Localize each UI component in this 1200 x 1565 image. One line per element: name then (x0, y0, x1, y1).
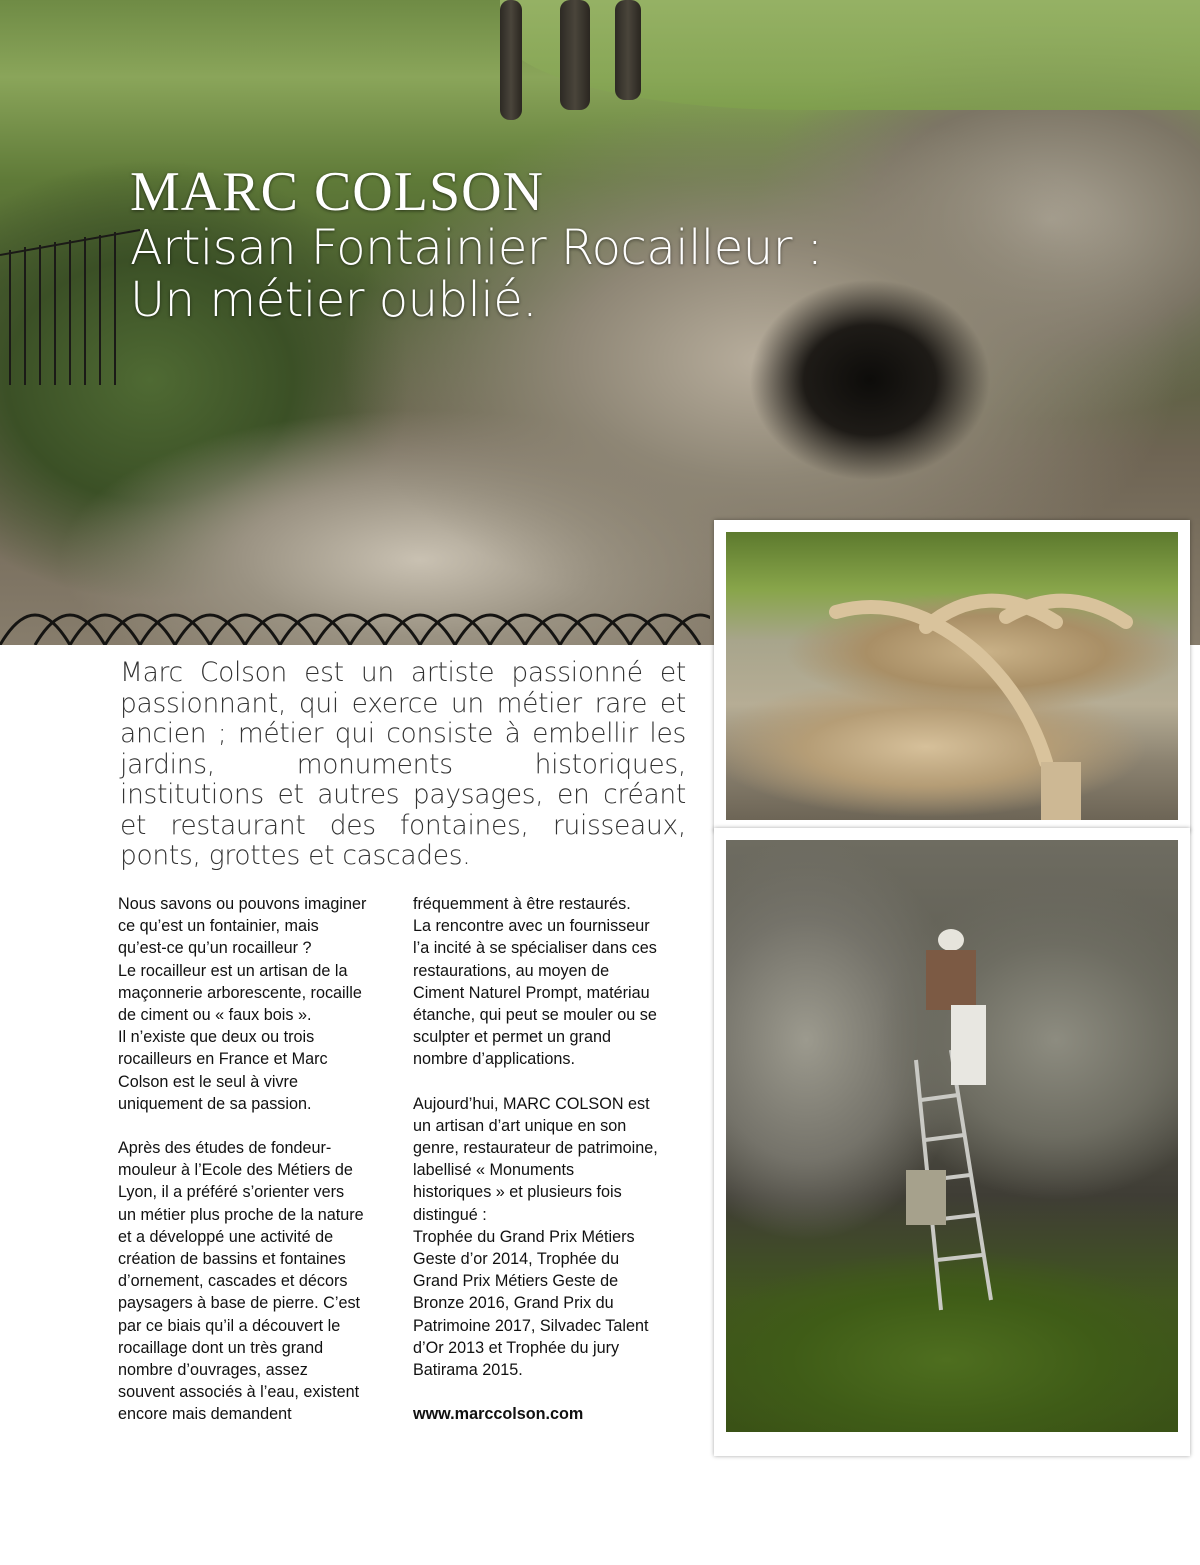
text-line: Bronze 2016, Grand Prix du (413, 1294, 614, 1313)
text-line: Aujourd’hui, MARC COLSON est (413, 1094, 650, 1113)
text-line: de ciment ou « faux bois ». (118, 1006, 312, 1025)
text-line: encore mais demandent (118, 1405, 292, 1424)
text-line: historiques » et plusieurs fois (413, 1183, 622, 1202)
text-line: labellisé « Monuments (413, 1161, 575, 1180)
text-line: Grand Prix Métiers Geste de (413, 1272, 619, 1291)
photo-frame-grotto (714, 828, 1190, 1456)
text-line: Geste d’or 2014, Trophée du (413, 1250, 620, 1269)
text-line: par ce biais qu’il a découvert le (118, 1316, 341, 1335)
text-line: La rencontre avec un fournisseur (413, 917, 650, 936)
hoop-fence (0, 585, 710, 645)
text-line: qu’est-ce qu’un rocailleur ? (118, 939, 312, 958)
text-line: Nous savons ou pouvons imaginer (118, 895, 367, 913)
intro-paragraph: Marc Colson est un artiste passionné et passionnant, qui exerce un métier rare et ancien ; métier qui consiste à embellir les jardins, monuments historiques, institutions et autres paysages, en créant et restaurant des fontaines, ruisseaux, ponts, grottes et cascades. (120, 657, 686, 871)
headline (130, 162, 822, 326)
text-line: sculpter et permet un grand (413, 1028, 611, 1047)
text-line: Colson est le seul à vivre (118, 1072, 298, 1091)
text-line: fréquemment à être restaurés. (413, 895, 631, 913)
text-line: rocailleurs en France et Marc (118, 1050, 328, 1069)
text-line: rocaillage dont un très grand (118, 1338, 324, 1357)
hero-lawn (500, 0, 1200, 110)
text-line: mouleur à l’Ecole des Métiers de (118, 1161, 353, 1180)
page-title: MARC COLSON (130, 161, 544, 223)
text-line: Après des études de fondeur- (118, 1139, 332, 1158)
body-column-2 (413, 893, 698, 1425)
subtitle-line-1: Artisan Fontainier Rocailleur : (130, 220, 823, 276)
text-line: paysagers à base de pierre. C’est (118, 1294, 361, 1313)
text-line: ce qu’est un fontainier, mais (118, 917, 319, 936)
text-line: étanche, qui peut se mouler ou se (413, 1006, 657, 1025)
text-line: restaurations, au moyen de (413, 961, 610, 980)
text-line: uniquement de sa passion. (118, 1094, 312, 1113)
text-line: l’a incité à se spécialiser dans ces (413, 939, 657, 958)
text-line: distingué : (413, 1205, 487, 1224)
website-link[interactable]: www.marccolson.com (413, 1405, 584, 1424)
tree-trunk (560, 0, 590, 110)
tree-trunk (615, 0, 641, 100)
text-line: nombre d’ouvrages, assez (118, 1361, 308, 1380)
bench-sketch (726, 532, 1178, 820)
text-line: Batirama 2015. (413, 1361, 523, 1380)
text-line: maçonnerie arborescente, rocaille (118, 983, 362, 1002)
text-line: d’ornement, cascades et décors (118, 1272, 348, 1291)
text-line: Le rocailleur est un artisan de la (118, 961, 348, 980)
text-line: d’Or 2013 et Trophée du jury (413, 1338, 620, 1357)
text-line: Trophée du Grand Prix Métiers (413, 1227, 635, 1246)
text-line: création de bassins et fontaines (118, 1250, 346, 1269)
photo-frame-bench (714, 520, 1190, 832)
subtitle-line-2: Un métier oublié. (130, 272, 537, 328)
text-line: souvent associés à l’eau, existent (118, 1383, 360, 1402)
iron-railing (0, 225, 140, 385)
text-line: Ciment Naturel Prompt, matériau (413, 983, 650, 1002)
text-line: Il n’existe que deux ou trois (118, 1028, 315, 1047)
text-line: un métier plus proche de la nature (118, 1205, 364, 1224)
text-line: Lyon, il a préféré s’orienter vers (118, 1183, 345, 1202)
text-line: et a développé une activité de (118, 1227, 334, 1246)
text-line: genre, restaurateur de patrimoine, (413, 1139, 658, 1158)
photo-faux-bois-bench (726, 532, 1178, 820)
body-column-1 (118, 893, 403, 1426)
photo-artisan-on-ladder (726, 840, 1178, 1432)
text-line: un artisan d’art unique en son (413, 1116, 627, 1135)
tree-trunk (500, 0, 522, 120)
text-line: Patrimoine 2017, Silvadec Talent (413, 1316, 649, 1335)
ladder-sketch (726, 840, 1178, 1432)
text-line: nombre d’applications. (413, 1050, 575, 1069)
